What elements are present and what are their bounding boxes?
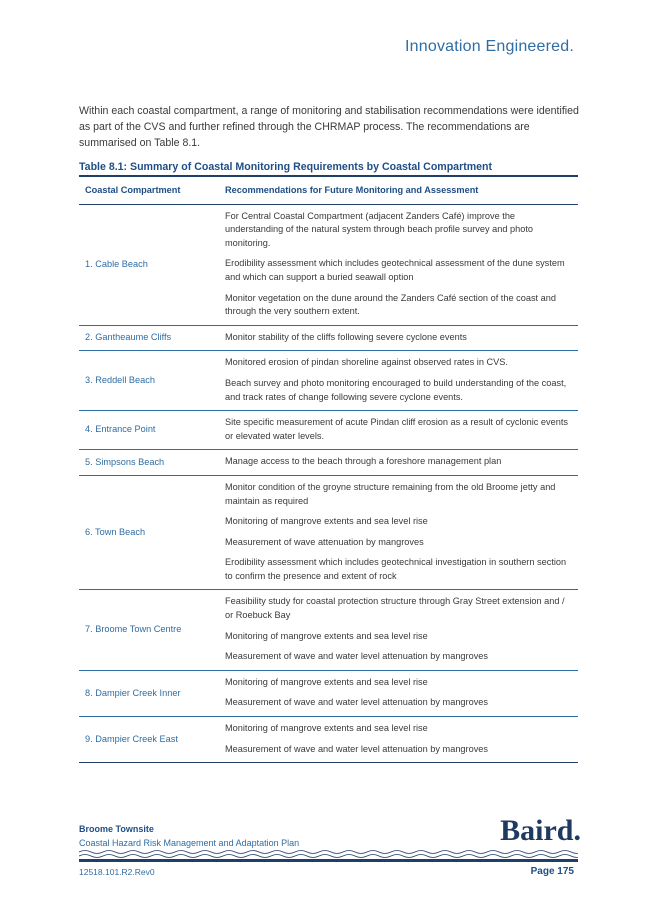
recommendation-item: Site specific measurement of acute Pindan cliff erosion as a result of cyclonic events or elevated water levels. — [225, 417, 569, 441]
table-header-row — [79, 176, 578, 204]
recommendation-item: Monitoring of mangrove extents and sea level rise — [225, 630, 428, 641]
compartment-cell: 4. Entrance Point — [79, 411, 219, 450]
wave-base-bar — [79, 859, 578, 862]
recommendations-cell — [219, 325, 578, 351]
table-row — [79, 717, 578, 763]
wave-divider — [79, 849, 578, 863]
recommendations-cell — [219, 670, 578, 716]
header-tagline: Innovation Engineered. — [405, 38, 574, 55]
recommendation-item: Monitoring of mangrove extents and sea level rise — [225, 516, 428, 527]
compartment-cell: 3. Reddell Beach — [79, 351, 219, 411]
recommendation-item: Monitor stability of the cliffs following severe cyclone events — [225, 331, 467, 342]
recommendation-item: Erodibility assessment which includes geotechnical investigation in southern section to confirm the presence and extent of rock — [225, 557, 567, 581]
compartment-cell: 7. Broome Town Centre — [79, 590, 219, 670]
table-row — [79, 670, 578, 716]
recommendation-item: Manage access to the beach through a foreshore management plan — [225, 456, 502, 467]
baird-logo: Baird. — [500, 814, 581, 847]
recommendations-cell — [219, 351, 578, 411]
compartment-cell: 9. Dampier Creek East — [79, 717, 219, 763]
recommendation-item: Measurement of wave and water level attenuation by mangroves — [225, 743, 489, 754]
recommendation-item: Erodibility assessment which includes geotechnical assessment of the dune system and which can support a buried seawall option — [225, 258, 565, 282]
recommendation-item: Monitoring of mangrove extents and sea level rise — [225, 723, 428, 734]
compartment-cell: 8. Dampier Creek Inner — [79, 670, 219, 716]
wave-line-middle — [79, 855, 578, 858]
recommendations-cell — [219, 450, 578, 476]
recommendations-cell — [219, 475, 578, 590]
wave-line-top — [79, 851, 578, 854]
recommendation-item: For Central Coastal Compartment (adjacent Zanders Café) improve the understanding of the natural system through beach profile survey and photo monitoring. — [225, 210, 533, 248]
table-row — [79, 411, 578, 450]
table-row — [79, 450, 578, 476]
compartment-cell: 1. Cable Beach — [79, 204, 219, 325]
table-row — [79, 351, 578, 411]
recommendation-item: Measurement of wave and water level attenuation by mangroves — [225, 651, 489, 662]
recommendation-item: Feasibility study for coastal protection structure through Gray Street extension and / or Roebuck Bay — [225, 596, 565, 621]
recommendations-cell — [219, 590, 578, 670]
recommendation-item: Measurement of wave attenuation by mangroves — [225, 536, 424, 547]
header-coastal-compartment: Coastal Compartment — [79, 176, 219, 204]
recommendation-item: Measurement of wave and water level attenuation by mangroves — [225, 697, 489, 708]
compartment-cell: 5. Simpsons Beach — [79, 450, 219, 476]
recommendation-item: Monitor vegetation on the dune around the Zanders Café section of the coast and through the very southern extent. — [225, 292, 556, 317]
compartment-cell: 6. Town Beach — [79, 475, 219, 590]
recommendations-cell — [219, 204, 578, 325]
recommendation-item: Monitor condition of the groyne structure remaining from the old Broome jetty and maintain as required — [225, 481, 556, 506]
recommendations-cell — [219, 717, 578, 763]
recommendation-item: Monitoring of mangrove extents and sea level rise — [225, 676, 428, 687]
recommendation-item: Monitored erosion of pindan shoreline against observed rates in CVS. — [225, 357, 508, 368]
compartment-cell: 2. Gantheaume Cliffs — [79, 325, 219, 351]
page-number: Page 175 — [530, 866, 574, 877]
table-row — [79, 475, 578, 590]
monitoring-table — [79, 175, 578, 763]
footer-title: Broome Townsite — [79, 824, 154, 834]
recommendation-item: Beach survey and photo monitoring encouraged to build understanding of the coast, and track rates of change following severe cyclone events. — [225, 377, 567, 402]
table-row — [79, 590, 578, 670]
intro-paragraph: Within each coastal compartment, a range of monitoring and stabilisation recommendations were identified as part of the CVS and further refined through the CHRMAP process. The recommendations are summarised on Table 8.1. — [79, 105, 579, 150]
recommendations-cell — [219, 411, 578, 450]
header-recommendations: Recommendations for Future Monitoring and Assessment — [219, 176, 578, 204]
table-title: Table 8.1: Summary of Coastal Monitoring Requirements by Coastal Compartment — [79, 161, 493, 173]
document-number: 12518.101.R2.Rev0 — [79, 867, 155, 877]
table-body — [79, 204, 578, 763]
footer-subtitle: Coastal Hazard Risk Management and Adaptation Plan — [79, 838, 300, 848]
table-row — [79, 325, 578, 351]
table-row — [79, 204, 578, 325]
